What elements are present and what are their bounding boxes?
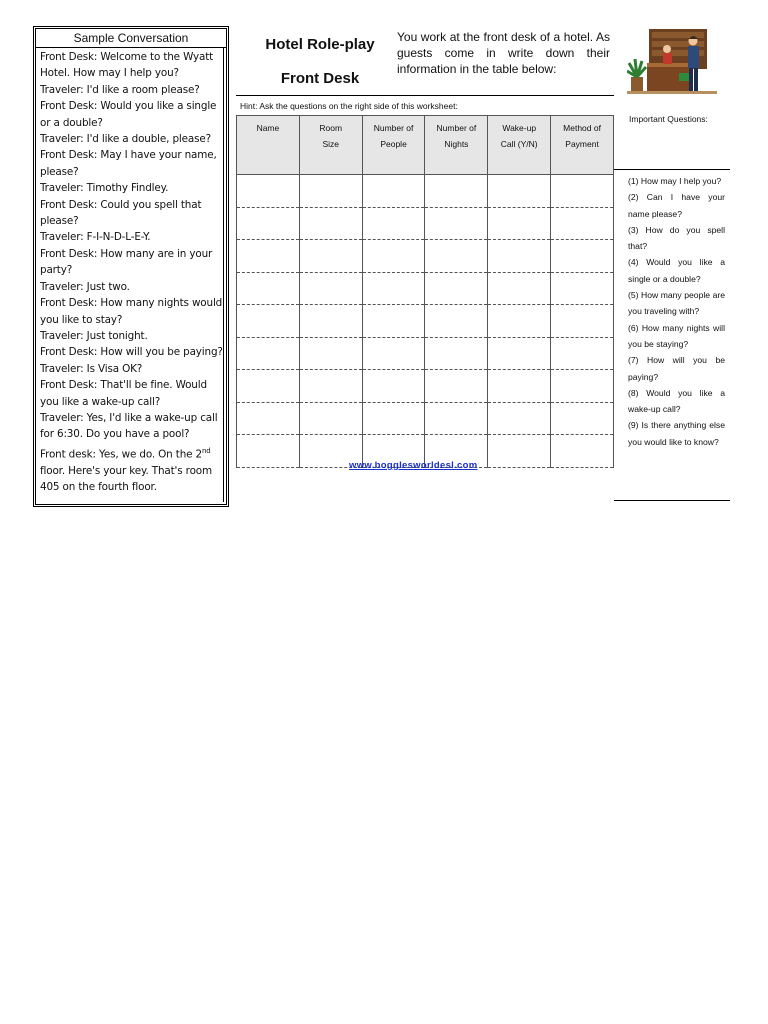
table-cell[interactable] [551, 207, 614, 240]
col-header-room-size [299, 116, 362, 175]
sample-conversation-box [33, 26, 229, 507]
table-row [237, 370, 614, 403]
conversation-line: please? [40, 215, 79, 228]
col-header-payment-text: Method of Payment [563, 123, 601, 149]
table-cell[interactable] [362, 370, 425, 403]
table-cell[interactable] [551, 435, 614, 468]
table-cell[interactable] [299, 175, 362, 208]
conversation-line: Front Desk: May I have your name, [40, 149, 217, 162]
conversation-line: Front desk: Yes, we do. On the 2nd [40, 446, 211, 461]
question-item: (9) Is there anything else you would like to know? [628, 420, 725, 447]
questions-divider-bottom [614, 500, 730, 501]
table-cell[interactable] [362, 337, 425, 370]
table-cell[interactable] [362, 305, 425, 338]
table-cell[interactable] [237, 435, 300, 468]
conversation-line: Traveler: Is Visa OK? [40, 362, 143, 375]
title-line-2: Front Desk [280, 70, 360, 87]
table-cell[interactable] [425, 370, 488, 403]
conversation-line: Front Desk: That'll be fine. Would [40, 379, 207, 392]
conversation-line: Front Desk: Would you like a single [40, 100, 217, 113]
conversation-line: you like a wake-up call? [40, 395, 161, 408]
table-cell[interactable] [425, 207, 488, 240]
conversation-line: Traveler: Timothy Findley. [40, 182, 169, 195]
conversation-line: Hotel. How may I help you? [40, 67, 179, 80]
front-desk-clipart [627, 27, 717, 99]
table-row [237, 240, 614, 273]
table-cell[interactable] [299, 370, 362, 403]
question-item: (1) How may I help you? [628, 176, 722, 186]
conversation-line: Front Desk: How will you be paying? [40, 346, 223, 359]
hint-text: Hint: Ask the questions on the right side of this worksheet: [240, 101, 458, 111]
table-cell[interactable] [362, 272, 425, 305]
conversation-line: Front Desk: Welcome to the Wyatt [40, 51, 214, 63]
table-cell[interactable] [299, 337, 362, 370]
conversation-line: Traveler: F-I-N-D-L-E-Y. [40, 231, 151, 244]
question-item: (7) How will you be paying? [628, 355, 725, 382]
conversation-line: Front Desk: Could you spell that [40, 198, 202, 211]
table-cell[interactable] [425, 272, 488, 305]
table-cell[interactable] [362, 402, 425, 435]
question-item: (4) Would you like a single or a double? [628, 257, 725, 284]
conversation-line: Traveler: I'd like a double, please? [40, 133, 211, 146]
table-cell[interactable] [551, 240, 614, 273]
col-header-wakeup-text: Wake-up Call (Y/N) [500, 123, 538, 149]
table-row [237, 305, 614, 338]
table-cell[interactable] [488, 207, 551, 240]
table-cell[interactable] [551, 370, 614, 403]
table-row [237, 337, 614, 370]
table-cell[interactable] [237, 337, 300, 370]
table-row [237, 175, 614, 208]
question-item: (5) How many people are you traveling with? [628, 290, 725, 317]
table-cell[interactable] [362, 175, 425, 208]
box-inner-border [223, 47, 224, 502]
col-header-payment [551, 116, 614, 175]
table-cell[interactable] [299, 240, 362, 273]
conversation-lines [36, 48, 226, 495]
conversation-line: you like to stay? [40, 313, 123, 326]
table-cell[interactable] [425, 175, 488, 208]
col-header-name: Name [237, 116, 300, 175]
table-cell[interactable] [237, 175, 300, 208]
table-cell[interactable] [551, 272, 614, 305]
table-header-row [237, 116, 614, 175]
conversation-line: Traveler: Just two. [40, 280, 130, 293]
table-cell[interactable] [362, 240, 425, 273]
conversation-line: Front Desk: How many nights would [40, 297, 223, 310]
conversation-line: Front Desk: How many are in your [40, 247, 213, 260]
conversation-line: 405 on the fourth floor. [40, 481, 157, 494]
questions-title: Important Questions: [629, 114, 708, 124]
col-header-people-text: Number of People [373, 123, 414, 149]
col-header-nights [425, 116, 488, 175]
table-cell[interactable] [488, 175, 551, 208]
questions-list [628, 173, 725, 450]
question-item: (3) How do you spell that? [628, 224, 725, 252]
table-row [237, 272, 614, 305]
table-cell[interactable] [425, 240, 488, 273]
table-cell[interactable] [237, 207, 300, 240]
table-row [237, 402, 614, 435]
table-cell[interactable] [551, 402, 614, 435]
table-cell[interactable] [237, 370, 300, 403]
table-cell[interactable] [551, 305, 614, 338]
table-cell[interactable] [237, 402, 300, 435]
conversation-line: Traveler: Just tonight. [40, 329, 148, 342]
table-cell[interactable] [488, 272, 551, 305]
col-header-room-size-text: Room Size [319, 123, 343, 149]
table-cell[interactable] [237, 305, 300, 338]
col-header-people [362, 116, 425, 175]
table-cell[interactable] [425, 402, 488, 435]
table-cell[interactable] [362, 207, 425, 240]
table-cell[interactable] [299, 402, 362, 435]
table-cell[interactable] [425, 337, 488, 370]
table-cell[interactable] [488, 370, 551, 403]
table-cell[interactable] [237, 240, 300, 273]
question-item: (2) Can I have your name please? [628, 192, 725, 219]
title-line-1: Hotel Role-play [265, 36, 375, 53]
conversation-line: please? [40, 165, 79, 178]
col-header-nights-text: Number of Nights [436, 123, 477, 149]
question-item: (8) Would you like a wake-up call? [628, 387, 725, 415]
website-link[interactable]: www.bogglesworldesl.com [349, 460, 478, 471]
col-header-wakeup [488, 116, 551, 175]
table-cell[interactable] [299, 207, 362, 240]
table-cell[interactable] [488, 402, 551, 435]
questions-divider-top [614, 169, 730, 170]
table-cell[interactable] [488, 435, 551, 468]
table-cell[interactable] [551, 337, 614, 370]
conversation-line: party? [40, 264, 73, 277]
table-cell[interactable] [299, 305, 362, 338]
table-body [237, 175, 614, 468]
guest-info-table [236, 115, 614, 468]
conversation-line: Traveler: Yes, I'd like a wake-up call [40, 411, 218, 424]
table-cell[interactable] [551, 175, 614, 208]
table-cell[interactable] [488, 337, 551, 370]
table-cell[interactable] [299, 272, 362, 305]
conversation-line: or a double? [40, 116, 103, 129]
header-divider [236, 95, 614, 96]
intro-text: You work at the front desk of a hotel. As guests come in write down their information in the table below: [397, 30, 610, 76]
table-cell[interactable] [488, 240, 551, 273]
conversation-line: floor. Here's your key. That's room [40, 464, 212, 477]
table-cell[interactable] [488, 305, 551, 338]
table-cell[interactable] [237, 272, 300, 305]
question-item: (6) How many nights will you be staying? [628, 322, 725, 349]
conversation-line: for 6:30. Do you have a pool? [40, 428, 190, 441]
table-cell[interactable] [425, 305, 488, 338]
table-row [237, 207, 614, 240]
conversation-title: Sample Conversation [36, 29, 226, 48]
conversation-line: Traveler: I'd like a room please? [40, 83, 200, 96]
